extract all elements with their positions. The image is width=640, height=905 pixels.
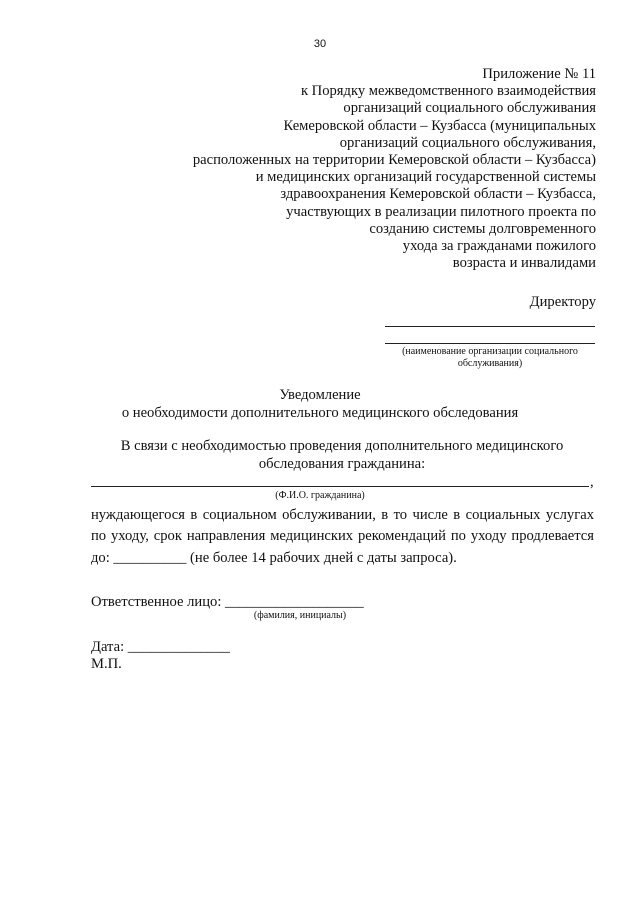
- annex-line: созданию системы долговременного: [369, 220, 596, 237]
- citizen-name-line: [91, 486, 589, 487]
- citizen-comma: ,: [590, 474, 594, 490]
- annex-line: здравоохранения Кемеровской области – Кузбасса,: [280, 186, 596, 203]
- responsible-caption: (фамилия, инициалы): [253, 610, 347, 621]
- intro-paragraph: В связи с необходимостью проведения дополнительного медицинского обследования гражданина:: [120, 438, 564, 472]
- annex-line: Кемеровской области – Кузбасса (муниципальных: [283, 117, 596, 134]
- annex-header: [193, 66, 596, 272]
- annex-line: организаций социального обслуживания,: [339, 134, 596, 151]
- organization-caption-line: (наименование организации социального: [402, 346, 578, 357]
- document-title: [0, 386, 640, 422]
- stamp-label: М.П.: [91, 656, 122, 672]
- body-paragraph: нуждающегося в социальном обслуживании, в то числе в социальных услугах по уходу, срок направления медицинских рекомендаций по уходу продлевается до: __________ (не более 14 рабочих дней с даты запроса).: [91, 507, 594, 566]
- title-line: Уведомление: [279, 387, 361, 403]
- organization-caption: [385, 346, 595, 370]
- page-number: 30: [313, 38, 327, 50]
- date-field: Дата: ______________: [91, 639, 230, 655]
- citizen-caption: (Ф.И.О. гражданина): [275, 490, 365, 501]
- addressee-label: Директору: [529, 294, 596, 310]
- annex-line: возраста и инвалидами: [452, 255, 596, 272]
- annex-line: организаций социального обслуживания: [343, 100, 596, 117]
- organization-line-2: [385, 343, 595, 344]
- annex-line: Приложение № 11: [482, 66, 596, 82]
- organization-caption-line: обслуживания): [457, 358, 523, 369]
- responsible-person: Ответственное лицо: ___________________: [91, 594, 364, 610]
- annex-line: участвующих в реализации пилотного проекта по: [286, 203, 596, 220]
- annex-line: к Порядку межведомственного взаимодействия: [300, 83, 596, 100]
- organization-line-1: [385, 326, 595, 327]
- title-line: о необходимости дополнительного медицинского обследования: [121, 405, 519, 421]
- annex-line: ухода за гражданами пожилого: [402, 238, 596, 255]
- annex-line: расположенных на территории Кемеровской области – Кузбасса): [192, 152, 596, 169]
- annex-line: и медицинских организаций государственной системы: [255, 169, 596, 186]
